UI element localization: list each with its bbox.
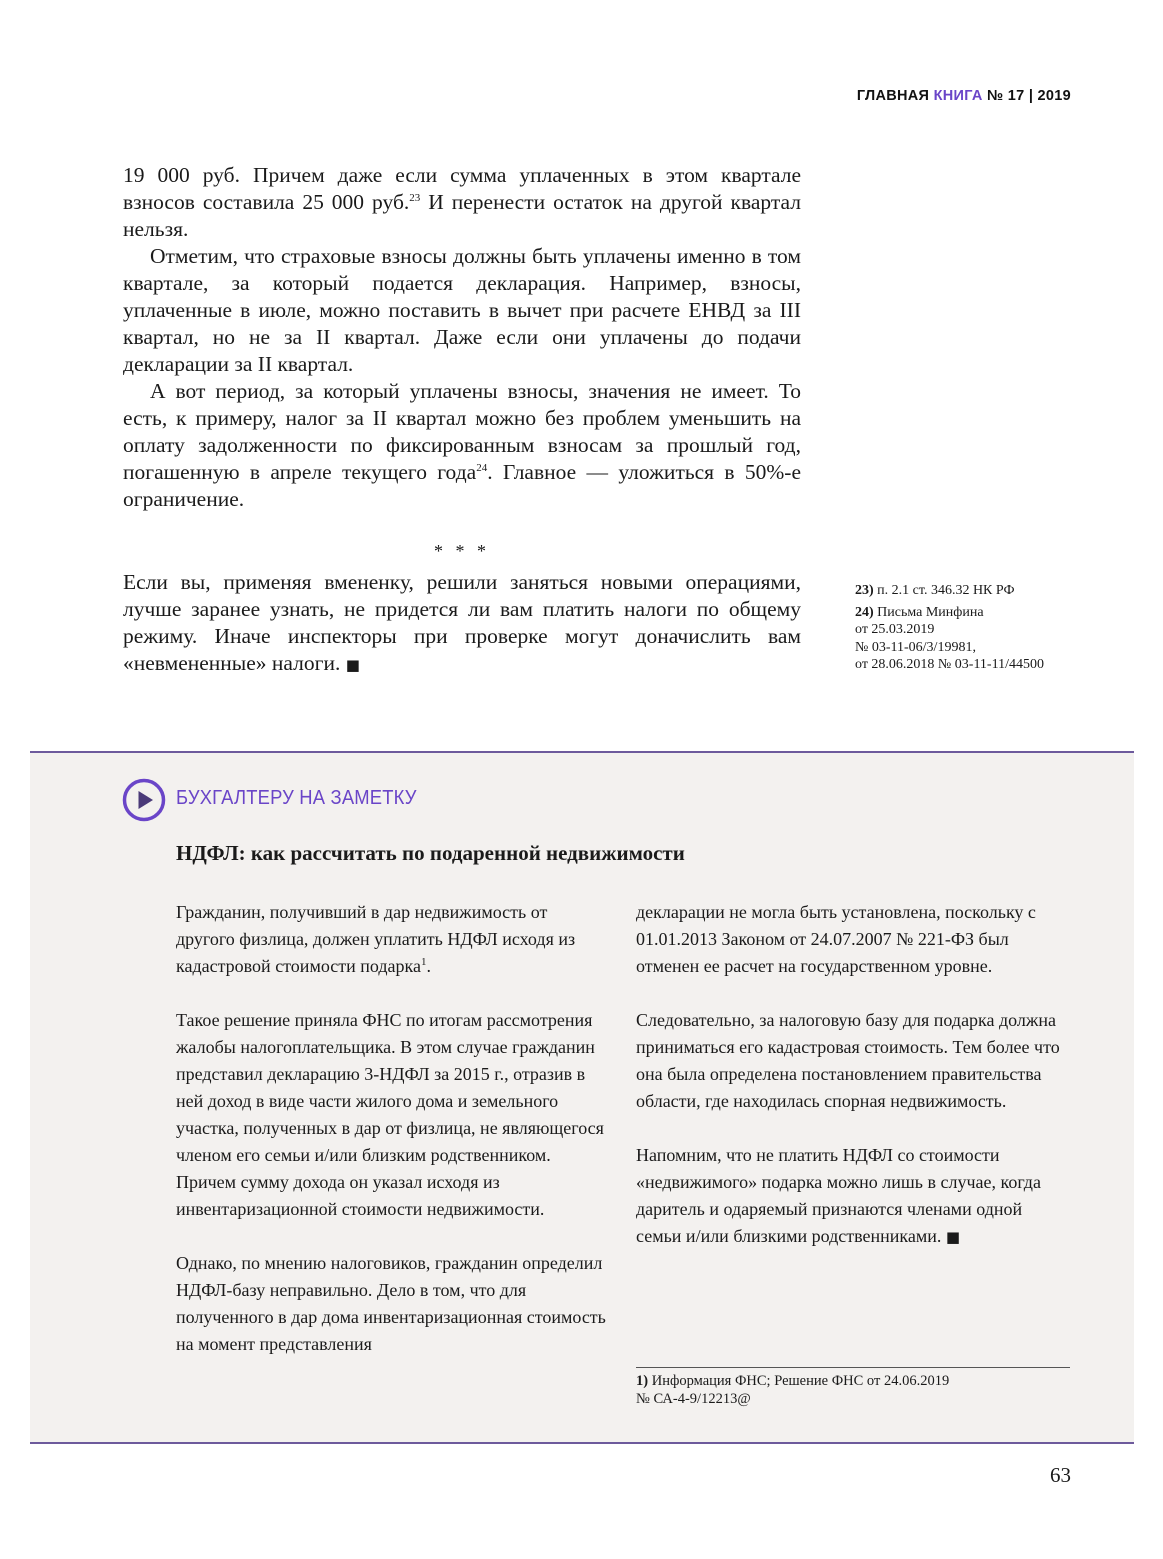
paragraph: Отметим, что страховые взносы должны быть уплачены именно в том квартале, за который подается декларация. Например, взносы, уплаченные в июле, можно поставить в вычет при расчете ЕНВД за III квартал, но не за II квартал. Даже если они уплачены до подачи декларации за II квартал. [123,244,801,376]
footnote-ref-1: 1 [421,956,427,968]
play-icon [122,778,166,822]
running-header [857,88,1071,104]
conclusion-text: Если вы, применяя вмененку, решили заняться новыми операциями, лучше заранее узнать, не придется ли вам платить налоги по общему режиму. Иначе инспекторы при проверке могут доначислить вам «невмененные» налоги. [123,570,801,675]
end-mark-icon: ■ [945,1228,961,1246]
sidenote-23: 23) п. 2.1 ст. 346.32 НК РФ [855,583,1015,598]
article-body [123,162,801,513]
footnote-divider [636,1367,1070,1368]
footnote-ref-24: 24 [476,461,488,474]
box-column-left [176,899,610,1385]
sidenotes [855,582,1085,678]
issue-number: № 17 | 2019 [987,88,1071,104]
sidenote-24: 24) Письма Минфина от 25.03.2019 № 03-11-06/3/19981, от 28.06.2018 № 03-11-11/44500 [855,604,1044,672]
paragraph: Следовательно, за налоговую базу для подарка должна приниматься его кадастровая стоимость. Тем более что она была определена постановлением правительства области, где находилась спорная недвижимость. [636,1010,1060,1111]
box-column-right [636,899,1070,1278]
box-title: НДФЛ: как рассчитать по подаренной недвижимости [176,841,685,865]
box-category-label: БУХГАЛТЕРУ НА ЗАМЕТКУ [176,787,417,809]
page-number: 63 [1050,1463,1071,1487]
footnote-ref-23: 23 [409,191,421,204]
paragraph: Однако, по мнению налоговиков, гражданин определил НДФЛ-базу неправильно. Дело в том, что для полученного в дар дома инвентаризационная стоимость на момент представления [176,1253,606,1354]
paragraph: Напомним, что не платить НДФЛ со стоимости «недвижимого» подарка можно лишь в случае, когда даритель и одаряемый признаются членами одной семьи и/или близкими родственниками. ■ [636,1145,1041,1246]
brand-name-part-1: ГЛАВНАЯ [856,88,930,104]
paragraph: 19 000 руб. Причем даже если сумма уплаченных в этом квартале взносов составила 25 000 руб.$^{23}$ И перенести остаток на другой квартал нельзя. [123,163,801,241]
brand-name-part-2: КНИГА [933,88,983,104]
accountant-note-box [30,751,1134,1444]
paragraph: А вот период, за который уплачены взносы, значения не имеет. То есть, к примеру, налог за II квартал можно без проблем уменьшить на оплату задолженности по фиксированным взносам за прошлый год, погашенную в апреле текущего года$^{24}$. Главное — уложиться в 50%-е ограничение. [123,379,801,511]
section-separator: * * * [434,541,490,561]
article-conclusion [123,569,801,679]
end-mark-icon: ■ [345,656,360,674]
paragraph: Такое решение приняла ФНС по итогам рассмотрения жалобы налогоплательщика. В этом случае гражданин представил декларацию 3-НДФЛ за 2015 г., отразив в ней доход в виде части жилого дома и земельного участка, полученных в дар от физлица, не являющегося членом его семьи и/или близким родственником. Причем сумму дохода он указал исходя из инвентаризационной стоимости недвижимости. [176,1010,604,1219]
paragraph: декларации не могла быть установлена, поскольку с 01.01.2013 Законом от 24.07.2007 № 221-ФЗ был отменен ее расчет на государственном уровне. [636,902,1036,976]
box-footnote: 1) Информация ФНС; Решение ФНС от 24.06.2019 № СА-4-9/12213@ [636,1373,950,1407]
paragraph: Гражданин, получивший в дар недвижимость от другого физлица, должен уплатить НДФЛ исходя из кадастровой стоимости подарка$^1$. [176,902,576,976]
